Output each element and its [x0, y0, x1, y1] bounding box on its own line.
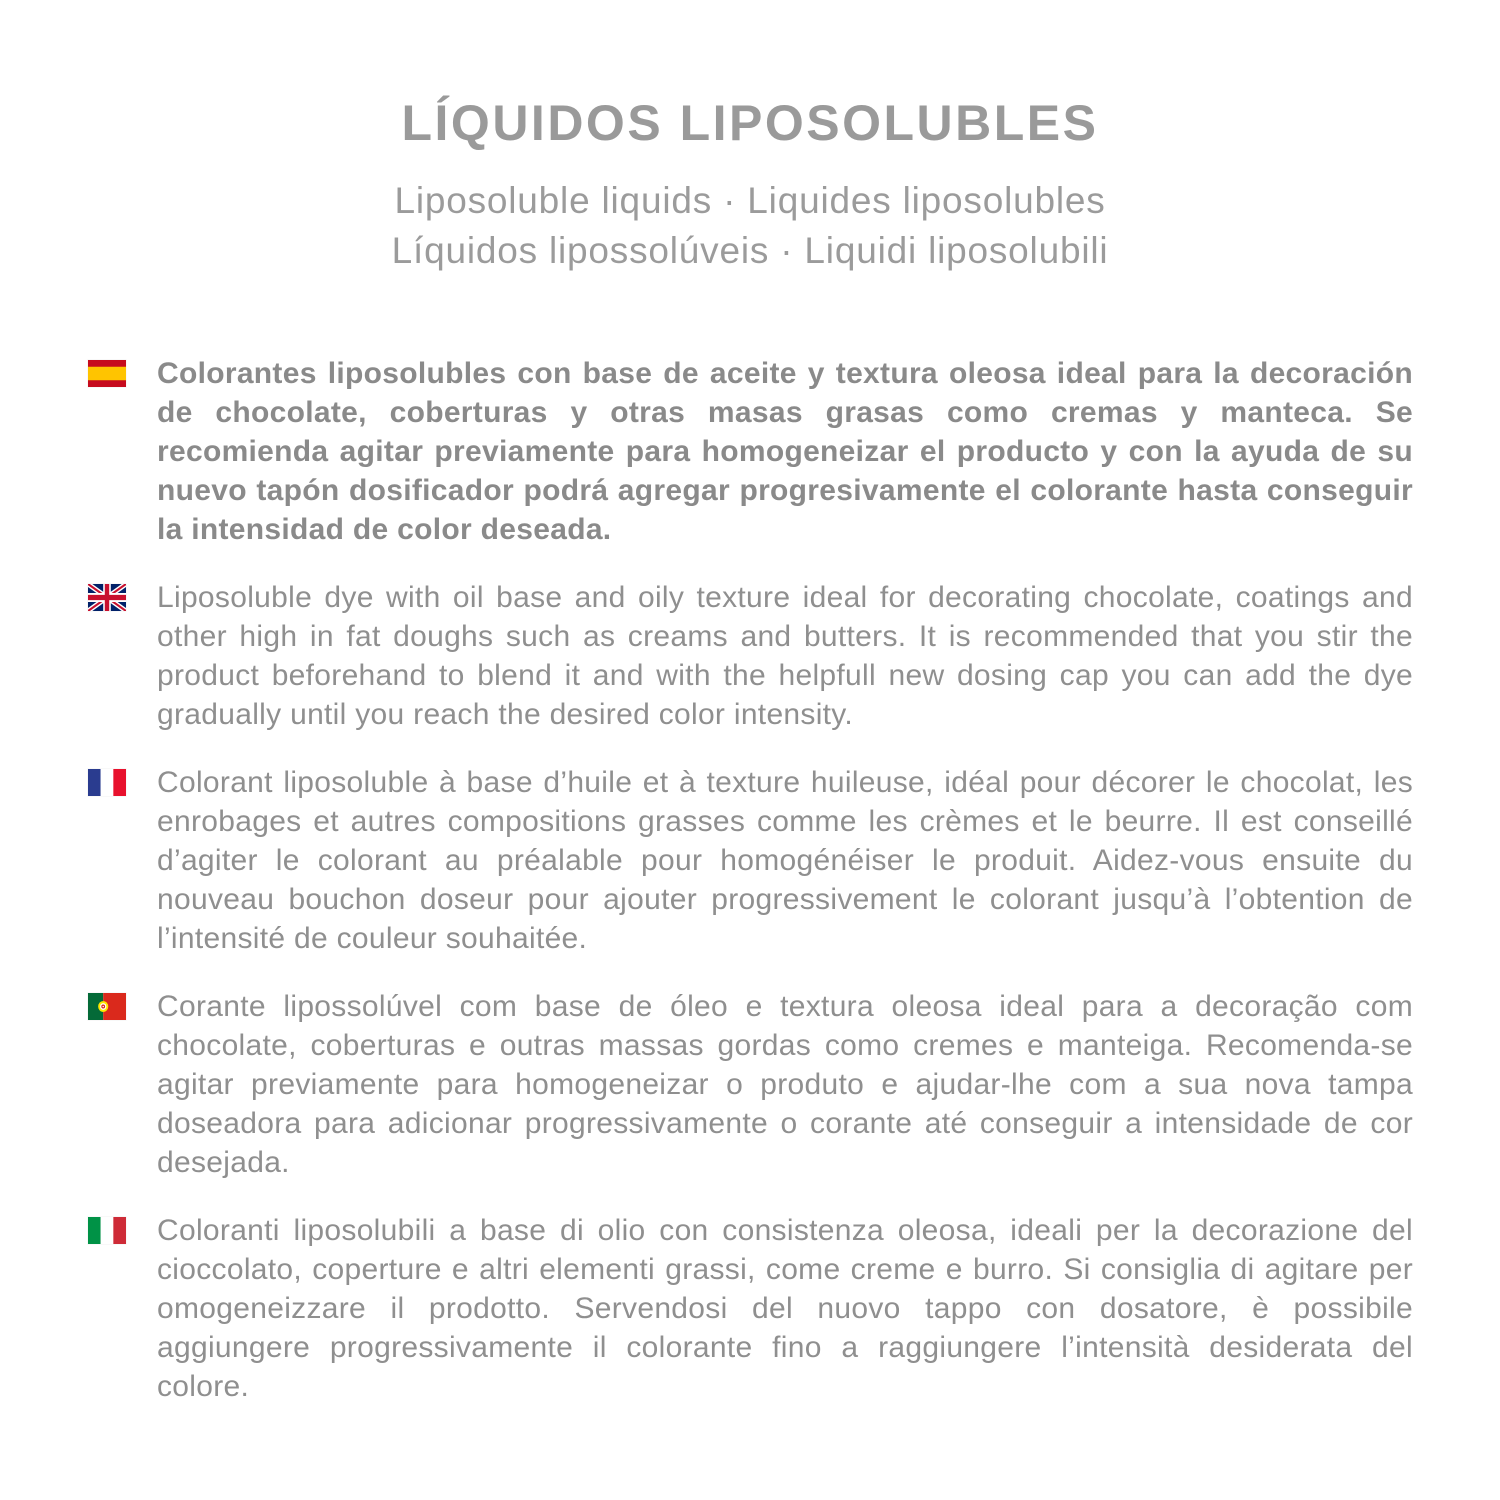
- paragraph-row-french: [88, 763, 1413, 958]
- france-flag-icon: [88, 769, 126, 796]
- uk-flag-icon: [88, 584, 126, 611]
- paragraph-text-french: Colorant liposoluble à base d’huile et à texture huileuse, idéal pour décorer le chocolat, les enrobages et autres compositions grasses comme les crèmes et le beurre. Il est conseillé d’agiter le colorant au préalable pour homogénéiser le produit. Aidez-vous ensuite du nouveau bouchon doseur pour ajouter progressivement le colorant jusqu’à l’obtention de l’intensité de couleur souhaitée.: [157, 766, 1413, 955]
- paragraph-text-portuguese: Corante lipossolúvel com base de óleo e textura oleosa ideal para a decoração com chocolate, coberturas e outras massas gordas como cremes e manteiga. Recomenda-se agitar previamente para homogeneizar o produto e ajudar-lhe com a sua nova tampa doseadora para adicionar progressivamente o corante até conseguir a intensidade de cor desejada.: [157, 990, 1413, 1179]
- paragraph-row-italian: [88, 1211, 1413, 1406]
- portugal-flag-icon: [88, 993, 126, 1020]
- subtitle-line-2: Líquidos lipossolúveis · Liquidi liposolubili: [391, 230, 1109, 271]
- spain-flag-icon: [88, 360, 126, 387]
- paragraph-row-spanish: [88, 354, 1413, 549]
- language-paragraphs: [0, 354, 1500, 1406]
- paragraph-text-italian: Coloranti liposolubili a base di olio con consistenza oleosa, ideali per la decorazione del cioccolato, coperture e altri elementi grassi, come creme e burro. Si consiglia di agitare per omogeneizzare il prodotto. Servendosi del nuovo tappo con dosatore, è possibile aggiungere progressivamente il colorante fino a raggiungere l’intensità desiderata del colore.: [157, 1214, 1413, 1403]
- page-title: LÍQUIDOS LIPOSOLUBLES: [401, 95, 1099, 151]
- italy-flag-icon: [88, 1217, 126, 1244]
- subtitle-line-1: Liposoluble liquids · Liquides liposolubles: [394, 180, 1106, 221]
- header: [0, 0, 1500, 276]
- paragraph-row-portuguese: [88, 987, 1413, 1182]
- paragraph-text-spanish: Colorantes liposolubles con base de aceite y textura oleosa ideal para la decoración de chocolate, coberturas y otras masas grasas como cremas y manteca. Se recomienda agitar previamente para homogeneizar el producto y con la ayuda de su nuevo tapón dosificador podrá agregar progresivamente el colorante hasta conseguir la intensidad de color deseada.: [157, 357, 1413, 546]
- paragraph-text-english: Liposoluble dye with oil base and oily texture ideal for decorating chocolate, coatings and other high in fat doughs such as creams and butters. It is recommended that you stir the product beforehand to blend it and with the helpfull new dosing cap you can add the dye gradually until you reach the desired color intensity.: [157, 581, 1413, 731]
- paragraph-row-english: [88, 578, 1413, 734]
